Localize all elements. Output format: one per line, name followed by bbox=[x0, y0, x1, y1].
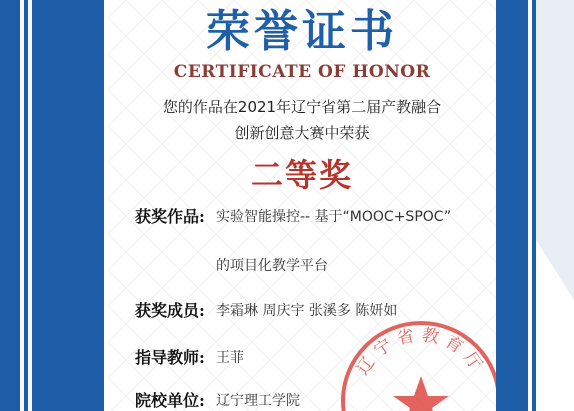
certificate-body bbox=[108, 0, 496, 411]
official-seal bbox=[336, 316, 496, 411]
certificate-subtitle: CERTIFICATE OF HONOR bbox=[173, 62, 431, 82]
award-level: 二等奖 bbox=[250, 156, 353, 194]
advisor-label: 指导教师: bbox=[135, 348, 205, 367]
school-value: 辽宁理工学院 bbox=[216, 393, 300, 409]
intro-text-line1: 您的作品在2021年辽宁省第二届产教融合 bbox=[162, 98, 442, 116]
advisor-value: 王菲 bbox=[216, 350, 244, 366]
work-title-line1: 实验智能操控-- 基于“MOOC+SPOC” bbox=[216, 209, 452, 225]
svg-text:辽宁省教育厅: 辽宁省教育厅 bbox=[352, 325, 490, 379]
school-label: 院校单位: bbox=[135, 391, 205, 410]
left-blue-frame bbox=[0, 0, 120, 411]
right-blue-frame bbox=[492, 0, 574, 411]
work-title-line2: 的项目化教学平台 bbox=[216, 258, 328, 274]
intro-text-line2: 创新创意大赛中荣获 bbox=[234, 124, 370, 142]
work-label: 获奖作品: bbox=[135, 207, 205, 226]
certificate-title: 荣誉证书 bbox=[206, 6, 398, 57]
members-value: 李霜琳 周庆宇 张溪多 陈妍如 bbox=[216, 303, 398, 319]
members-label: 获奖成员: bbox=[135, 301, 205, 320]
